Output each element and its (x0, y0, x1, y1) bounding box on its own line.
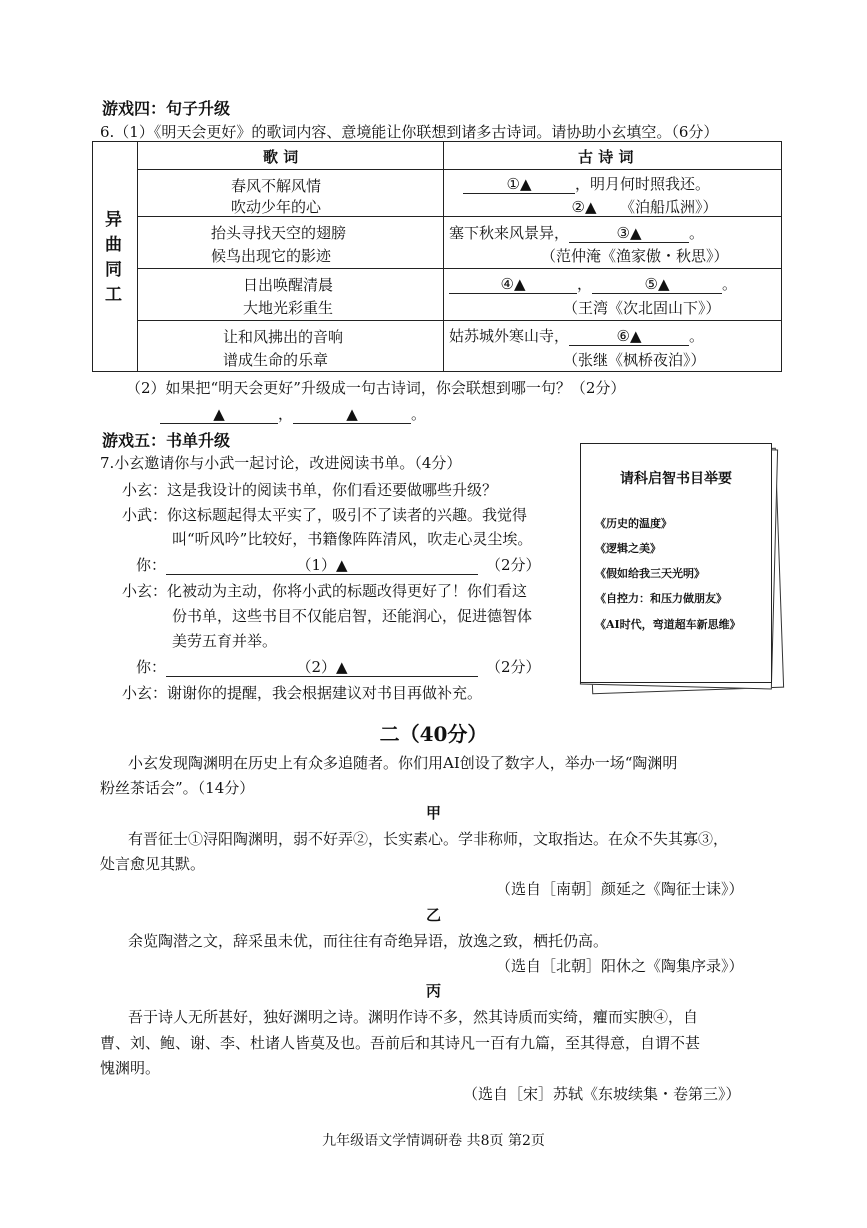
poem-table (92, 141, 782, 372)
booklist-card (580, 443, 772, 683)
q6-2-blank-a[interactable]: ▲ (160, 405, 278, 424)
blank-3[interactable]: ③▲ (569, 224, 689, 243)
header-lyrics: 歌 词 (263, 148, 299, 166)
game4-title: 游戏四：句子升级 (102, 99, 231, 118)
dialog-line3a: 小玄：化被动为主动，你将小武的标题改得更好了！你们看这 (122, 582, 528, 600)
game5-title: 游戏五：书单升级 (102, 431, 231, 450)
table-side-label: 异曲同工 (105, 210, 122, 305)
row3-lyric2: 大地光彩重生 (243, 299, 334, 317)
booklist-item: 《自控力：和压力做朋友》 (595, 592, 727, 605)
row2-source: （范仲淹《渔家傲・秋思》） (541, 247, 729, 265)
q7-blank-2[interactable]: （2）▲ (166, 658, 478, 677)
booklist-item: 《假如给我三天光明》 (595, 567, 705, 580)
blank-1[interactable]: ①▲ (463, 175, 575, 194)
q6-2-prompt: （2）如果把“明天会更好”升级成一句古诗词，你会联想到哪一句？（2分） (126, 379, 626, 397)
row1-source: ②▲ 《泊船瓜洲》） (548, 196, 718, 217)
row4-source: （张继《枫桥夜泊》） (563, 351, 706, 369)
row4-poem-line: 姑苏城外寒山寺， ⑥▲ 。 (449, 327, 705, 345)
dialog-line3b: 份书单，这些书目不仅能启智，还能润心，促进德智体 (172, 607, 533, 625)
dialog-line3c: 美劳五育并举。 (172, 632, 278, 650)
bing-source: （选自［宋］苏轼《东坡续集・卷第三》） (463, 1085, 741, 1103)
row1-poem-line: ①▲ ，明月何时照我还。 (463, 173, 710, 194)
section2-intro-a: 小玄发现陶渊明在历史上有众多追随者。你们用AI创设了数字人，举办一场“陶渊明 (128, 754, 678, 772)
yi-source: （选自［北朝］阳休之《陶集序录》） (496, 957, 744, 975)
dialog-line4: 小玄：谢谢你的提醒，我会根据建议对书目再做补充。 (122, 684, 483, 702)
page-footer: 九年级语文学情调研卷 共8页 第2页 (322, 1133, 545, 1149)
jia-text-a: 有晋征士①浔阳陶渊明，弱不好弄②，长实素心。学非称师，文取指达。在众不失其寡③， (128, 830, 729, 848)
blank-6[interactable]: ⑥▲ (569, 327, 689, 346)
blank-5[interactable]: ⑤▲ (592, 275, 722, 294)
header-poems: 古 诗 词 (578, 148, 634, 166)
section2-heading: 二（40分） (379, 722, 488, 746)
row1-lyric2: 吹动少年的心 (231, 198, 322, 216)
booklist-item: 《逻辑之美》 (595, 542, 661, 555)
row4-lyric2: 谱成生命的乐章 (223, 351, 329, 369)
section2-intro-b: 粉丝茶话会”。（14分） (100, 779, 255, 797)
yi-label: 乙 (425, 906, 441, 924)
jia-source: （选自［南朝］颜延之《陶征士诔》） (496, 880, 744, 898)
q7-prompt: 7.小玄邀请你与小武一起讨论，改进阅读书单。（4分） (100, 454, 462, 472)
row1-lyric1: 春风不解风情 (231, 177, 322, 195)
bing-text-a: 吾于诗人无所甚好，独好渊明之诗。渊明作诗不多，然其诗质而实绮，癯而实腴④，自 (128, 1008, 699, 1026)
row3-lyric1: 日出唤醒清晨 (243, 276, 334, 294)
q6-2-answer-line: ▲ ， ▲ 。 (160, 403, 426, 424)
dialog-you2: 你： （2）▲ （2分） (136, 658, 541, 676)
row2-lyric1: 抬头寻找天空的翅膀 (211, 224, 347, 242)
jia-text-b: 处言愈见其默。 (100, 855, 206, 873)
bing-text-b: 曹、刘、鲍、谢、李、杜诸人皆莫及也。吾前后和其诗凡一百有九篇，至其得意，自谓不甚 (100, 1034, 701, 1052)
row3-poem-line: ④▲ ， ⑤▲ 。 (449, 273, 737, 294)
table-side-column (93, 142, 138, 371)
dialog-line2b: 叫“听风吟”比较好，书籍像阵阵清风，吹走心灵尘埃。 (172, 530, 533, 548)
q7-blank-1[interactable]: （1）▲ (166, 556, 478, 575)
q6-prompt: 6.（1）《明天会更好》的歌词内容、意境能让你联想到诸多古诗词。请协助小玄填空。（6分） (100, 123, 719, 141)
booklist-title: 请科启智书目举要 (620, 471, 732, 487)
blank-2[interactable]: ②▲ (548, 198, 620, 217)
dialog-you1: 你： （1）▲ （2分） (136, 556, 541, 574)
jia-label: 甲 (425, 804, 441, 822)
dialog-line1: 小玄：这是我设计的阅读书单，你们看还要做哪些升级？ (122, 481, 498, 499)
q6-2-blank-b[interactable]: ▲ (293, 405, 411, 424)
row2-lyric2: 候鸟出现它的影迹 (211, 247, 332, 265)
booklist-item: 《AI时代，弯道超车新思维》 (595, 618, 741, 631)
row3-source: （王湾《次北固山下》） (563, 299, 721, 317)
row2-poem-line: 塞下秋来风景异， ③▲ 。 (449, 224, 705, 242)
row4-lyric1: 让和风拂出的音响 (223, 328, 344, 346)
bing-label: 丙 (425, 982, 441, 1000)
booklist-item: 《历史的温度》 (595, 517, 672, 530)
bing-text-c: 愧渊明。 (100, 1059, 161, 1077)
blank-4[interactable]: ④▲ (449, 275, 577, 294)
dialog-line2a: 小武：你这标题起得太平实了，吸引不了读者的兴趣。我觉得 (122, 506, 528, 524)
yi-text: 余览陶潜之文，辞采虽未优，而往往有奇绝异语，放逸之致，栖托仍高。 (128, 932, 609, 950)
